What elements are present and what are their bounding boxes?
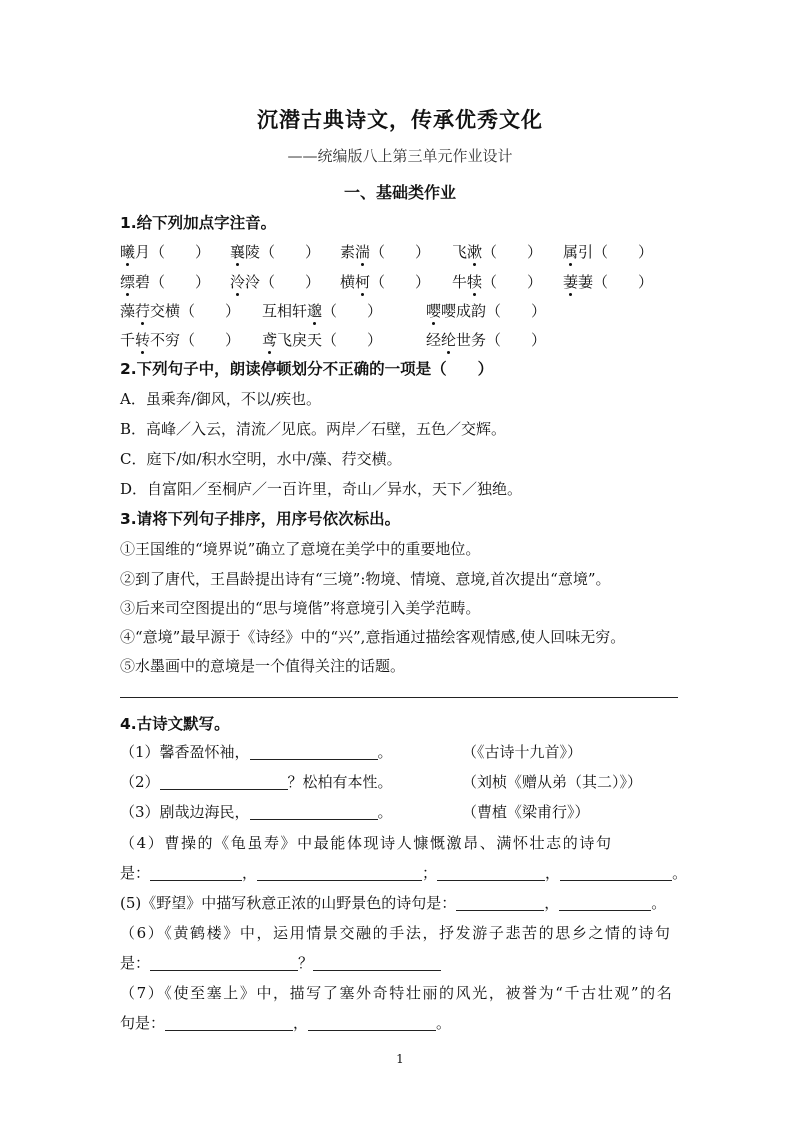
answer-blank[interactable] <box>313 954 441 971</box>
recite-source-3: （曹植《梁甫行》） <box>462 803 590 821</box>
dotted-character: 漱 <box>467 243 483 261</box>
word-text: 不穷 <box>150 331 181 349</box>
answer-parentheses[interactable]: （ ） <box>150 243 211 261</box>
sentence-3: ③后来司空图提出的“思与境偕”将意境引入美学范畴。 <box>120 599 481 617</box>
recite-text: 句是： <box>120 1014 166 1032</box>
recite-line-4b <box>120 862 687 883</box>
pinyin-item <box>120 300 240 321</box>
recite-text: ？松柏有本性。 <box>287 773 393 791</box>
word-text: 飞 <box>452 243 468 261</box>
answer-parentheses[interactable]: （ ） <box>593 273 654 291</box>
punct: 。 <box>377 743 393 761</box>
dotted-character: 湍 <box>355 243 371 261</box>
pinyin-item <box>340 271 430 292</box>
question-1-heading: 1.给下列加点字注音。 <box>120 214 277 232</box>
answer-blank[interactable] <box>150 864 242 881</box>
word-text: 引 <box>578 243 594 261</box>
word-text: 经 <box>426 331 442 349</box>
dotted-character: 属 <box>563 243 579 261</box>
answer-parentheses[interactable]: （ ） <box>260 273 321 291</box>
option-d: D．自富阳／至桐庐／一百许里，奇山／异水，天下／独绝。 <box>120 480 523 498</box>
sentence-4: ④“意境”最早源于《诗经》中的“兴”,意指通过描绘客观情感,使人回味无穷。 <box>120 628 626 646</box>
option-b: B．高峰／入云，清流／见底。两岸／石壁，五色／交辉。 <box>120 420 507 438</box>
question-3-heading: 3.请将下列句子排序，用序号依次标出。 <box>120 510 401 528</box>
dotted-character: 曦 <box>120 243 136 261</box>
punct: ？ <box>298 954 314 972</box>
answer-blank[interactable] <box>560 864 672 881</box>
dotted-character: 荇 <box>135 302 151 320</box>
word-text: 嘤成韵 <box>441 302 487 320</box>
punct: 。 <box>651 894 667 912</box>
word-text: 世务 <box>456 331 487 349</box>
punct: ， <box>545 864 561 882</box>
pinyin-item <box>230 271 320 292</box>
option-c: C．庭下/如/积水空明，水中/藻、荇交横。 <box>120 450 402 468</box>
word-text: 月 <box>135 243 151 261</box>
recite-line-1 <box>120 741 393 762</box>
answer-parentheses[interactable]: （ ） <box>593 243 654 261</box>
sentence-2: ②到了唐代，王昌龄提出诗有“三境”:物境、情境、意境,首次提出“意境”。 <box>120 570 611 588</box>
recite-line-6b <box>120 952 441 973</box>
recite-line-6: （6）《黄鹤楼》中，运用情景交融的手法，抒发游子悲苦的思乡之情的诗句 <box>120 924 672 942</box>
dotted-character: 萋 <box>563 273 579 291</box>
punct: ， <box>293 1014 309 1032</box>
answer-parentheses[interactable]: （ ） <box>486 331 547 349</box>
pinyin-item <box>120 271 210 292</box>
pinyin-item <box>452 241 542 262</box>
recite-line-4: （4）曹操的《龟虽寿》中最能体现诗人慷慨激昂、满怀壮志的诗句 <box>120 834 613 852</box>
answer-parentheses[interactable]: （ ） <box>180 302 241 320</box>
dotted-character: 襄 <box>230 243 246 261</box>
answer-parentheses[interactable]: （ ） <box>260 243 321 261</box>
recite-line-7: （7）《使至塞上》中，描写了塞外奇特壮丽的风光，被誉为“千古壮观”的名 <box>120 984 674 1002</box>
option-a: A．虽乘奔/御风，不以/疾也。 <box>120 390 321 408</box>
answer-blank[interactable] <box>250 803 378 820</box>
punct: 。 <box>377 803 393 821</box>
dotted-character: 泠 <box>230 273 246 291</box>
dotted-character: 鸢 <box>262 331 278 349</box>
word-text: 碧 <box>135 273 151 291</box>
answer-blank[interactable] <box>250 743 378 760</box>
answer-parentheses[interactable]: （ ） <box>322 331 383 349</box>
pinyin-item <box>426 300 546 321</box>
word-text: 素 <box>340 243 356 261</box>
punct: ， <box>242 864 258 882</box>
word-text: 牛 <box>452 273 468 291</box>
page-title: 沉潜古典诗文，传承优秀文化 <box>257 108 543 132</box>
page-subtitle: ——统编版八上第三单元作业设计 <box>287 147 513 165</box>
dotted-character: 缥 <box>120 273 136 291</box>
word-text: 藻 <box>120 302 136 320</box>
punct: ； <box>422 864 438 882</box>
answer-parentheses[interactable]: （ ） <box>486 302 547 320</box>
dotted-character: 柯 <box>355 273 371 291</box>
answer-parentheses[interactable]: （ ） <box>180 331 241 349</box>
answer-parentheses[interactable]: （ ） <box>482 243 543 261</box>
word-text: 千 <box>120 331 136 349</box>
pinyin-item <box>262 300 382 321</box>
answer-parentheses[interactable]: （ ） <box>322 302 383 320</box>
answer-parentheses[interactable]: （ ） <box>370 243 431 261</box>
pinyin-item <box>120 329 240 350</box>
word-text: 泠 <box>245 273 261 291</box>
dotted-character: 纶 <box>441 331 457 349</box>
pinyin-item <box>230 241 320 262</box>
answer-blank[interactable] <box>437 864 545 881</box>
dotted-character: 邈 <box>307 302 323 320</box>
punct: 。 <box>436 1014 452 1032</box>
answer-parentheses[interactable]: （ ） <box>370 273 431 291</box>
dotted-character: 嘤 <box>426 302 442 320</box>
dotted-character: 犊 <box>467 273 483 291</box>
pinyin-item <box>563 241 653 262</box>
answer-line <box>120 697 678 698</box>
recite-text: （3）剧哉边海民， <box>120 803 250 821</box>
pinyin-item <box>426 329 546 350</box>
recite-text: （1）馨香盈怀袖， <box>120 743 250 761</box>
answer-parentheses[interactable]: （ ） <box>150 273 211 291</box>
page-number: 1 <box>396 1052 404 1066</box>
pinyin-item <box>262 329 382 350</box>
answer-blank[interactable] <box>165 1014 293 1031</box>
word-text: 飞戾天 <box>277 331 323 349</box>
word-text: 横 <box>340 273 356 291</box>
sentence-1: ①王国维的“境界说”确立了意境在美学中的重要地位。 <box>120 540 481 558</box>
section-heading: 一、基础类作业 <box>343 183 456 202</box>
sentence-5: ⑤水墨画中的意境是一个值得关注的话题。 <box>120 657 406 675</box>
recite-text: 是： <box>120 864 151 882</box>
pinyin-item <box>120 241 210 262</box>
question-2-heading: 2.下列句子中，朗读停顿划分不正确的一项是（ ） <box>120 360 494 378</box>
recite-source-1: （《古诗十九首》） <box>462 743 583 761</box>
answer-blank[interactable] <box>257 864 422 881</box>
recite-line-2 <box>120 771 393 792</box>
recite-text: 是： <box>120 954 151 972</box>
recite-line-3 <box>120 801 393 822</box>
pinyin-item <box>340 241 430 262</box>
answer-parentheses[interactable]: （ ） <box>482 273 543 291</box>
recite-text: （2） <box>120 773 160 791</box>
word-text: 陵 <box>245 243 261 261</box>
dotted-character: 转 <box>135 331 151 349</box>
answer-blank[interactable] <box>559 894 651 911</box>
recite-text: (5)《野望》中描写秋意正浓的山野景色的诗句是： <box>120 894 457 912</box>
answer-blank[interactable] <box>456 894 544 911</box>
question-4-heading: 4.古诗文默写。 <box>120 715 230 733</box>
recite-source-2: （刘桢《赠从弟（其二）》） <box>462 773 643 791</box>
answer-blank[interactable] <box>160 773 288 790</box>
answer-blank[interactable] <box>150 954 298 971</box>
word-text: 互相轩 <box>262 302 308 320</box>
pinyin-item <box>452 271 542 292</box>
word-text: 萋 <box>578 273 594 291</box>
punct: 。 <box>672 864 688 882</box>
punct: ， <box>544 894 560 912</box>
recite-line-5 <box>120 892 666 913</box>
recite-line-7b <box>120 1012 451 1033</box>
pinyin-item <box>563 271 653 292</box>
answer-blank[interactable] <box>308 1014 436 1031</box>
word-text: 交横 <box>150 302 181 320</box>
